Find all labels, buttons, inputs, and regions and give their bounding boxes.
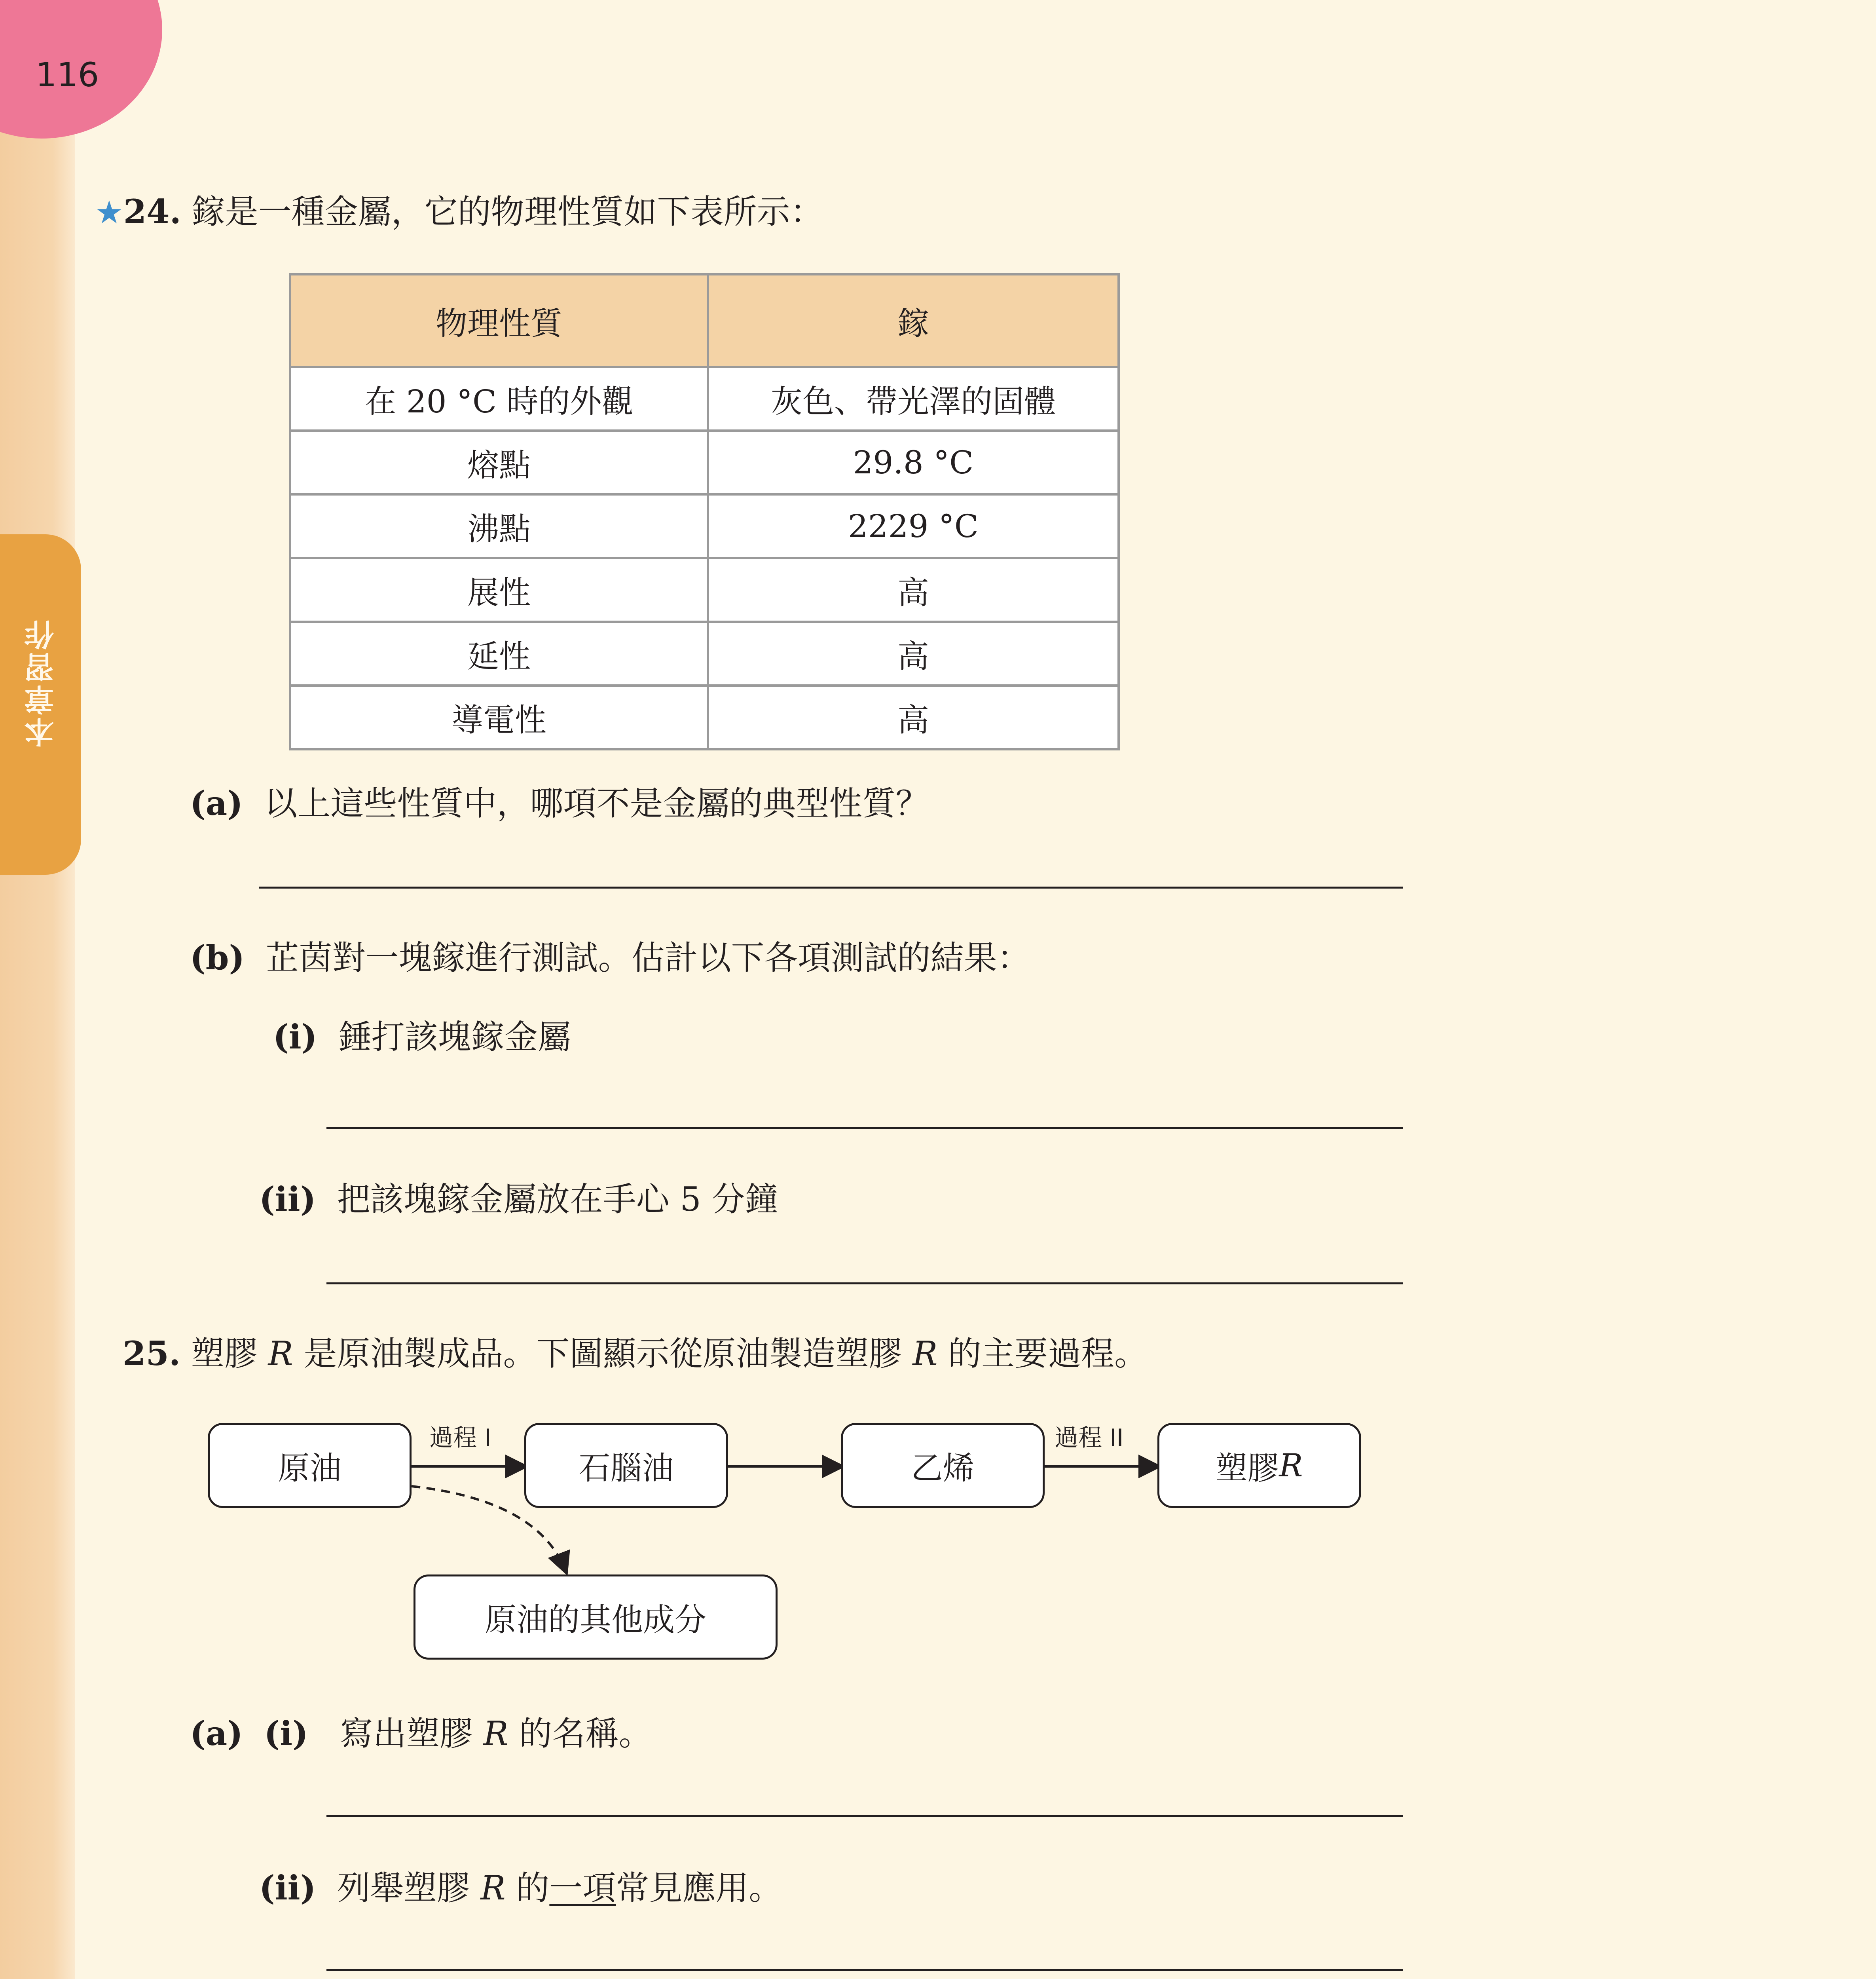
q25a-ii-label: (ii) (259, 1868, 316, 1907)
q25-number: 25. (123, 1334, 181, 1373)
flow-label-process-2: 過程 II (1055, 1424, 1124, 1452)
q25-stem-mid: 是原油製成品。下圖顯示從原油製造塑膠 (293, 1334, 913, 1373)
flow-box-ethene: 乙烯 (841, 1423, 1045, 1508)
flow-box-other-components: 原油的其他成分 (414, 1574, 778, 1660)
star-icon: ★ (95, 194, 123, 231)
q25a-i-var: R (483, 1714, 508, 1753)
q24b-label: (b) (190, 938, 245, 977)
q25-stem-post: 的主要過程。 (937, 1334, 1148, 1373)
q24a-text: 以上這些性質中，哪項不是金屬的典型性質？ (264, 784, 929, 823)
q25a-i-label: (i) (264, 1714, 308, 1753)
flow-box-naphtha: 石腦油 (524, 1423, 728, 1508)
table-cell: 導電性 (290, 686, 708, 749)
table-header-gallium: 鎵 (708, 274, 1119, 367)
q24b-ii-label: (ii) (259, 1179, 316, 1219)
q24b-i-label: (i) (273, 1017, 317, 1056)
q25a-label: (a) (190, 1714, 243, 1753)
q25-stem-pre: 塑膠 (191, 1334, 268, 1373)
q25-stem-var2: R (912, 1334, 938, 1373)
q24-number: 24. (123, 192, 181, 231)
flow-plastic-pre: 塑膠 (1216, 1450, 1279, 1487)
answer-line-25a-i[interactable] (326, 1815, 1403, 1817)
table-cell: 高 (708, 558, 1119, 622)
q25a-ii-post: 常見應用。 (616, 1869, 782, 1907)
table-cell: 29.8 °C (708, 431, 1119, 494)
table-cell: 2229 °C (708, 494, 1119, 558)
table-cell: 展性 (290, 558, 708, 622)
flow-label-process-1: 過程 I (429, 1424, 491, 1452)
q25-stem-var: R (268, 1334, 293, 1373)
answer-line-25a-ii[interactable] (326, 1969, 1403, 1971)
table-cell: 高 (708, 686, 1119, 749)
flow-plastic-var: R (1279, 1447, 1303, 1484)
page-number: 116 (36, 55, 99, 94)
q25a-i (190, 1714, 652, 1753)
flow-box-plastic-r (1157, 1423, 1361, 1508)
q25a-i-pre: 寫出塑膠 (340, 1714, 484, 1753)
table-cell: 在 20 °C 時的外觀 (290, 367, 708, 431)
q25a-ii-pre: 列舉塑膠 (337, 1869, 481, 1907)
q25a-ii-var: R (480, 1869, 506, 1907)
q24-stem: 鎵是一種金屬，它的物理性質如下表所示： (192, 192, 823, 231)
table-cell: 灰色、帶光澤的固體 (708, 367, 1119, 431)
flow-box-crude-oil: 原油 (208, 1423, 412, 1508)
q24b-i-text: 錘打該塊鎵金屬 (338, 1018, 571, 1056)
q25a-ii (259, 1868, 782, 1908)
chapter-side-tab-label: 本章習作 (24, 617, 59, 747)
q25a-ii-underlined: 一項 (549, 1869, 616, 1907)
table-cell: 延性 (290, 622, 708, 686)
q24b-text: 芷茵對一塊鎵進行測試。估計以下各項測試的結果： (266, 938, 1030, 977)
table-cell: 沸點 (290, 494, 708, 558)
table-cell: 高 (708, 622, 1119, 686)
q24b-ii-text: 把該塊鎵金屬放在手心 5 分鐘 (337, 1180, 778, 1219)
table-cell: 熔點 (290, 431, 708, 494)
q25a-i-post: 的名稱。 (508, 1714, 652, 1753)
q24a-label: (a) (190, 784, 243, 823)
table-header-property: 物理性質 (290, 274, 708, 367)
q25a-ii-mid: 的 (505, 1869, 550, 1907)
